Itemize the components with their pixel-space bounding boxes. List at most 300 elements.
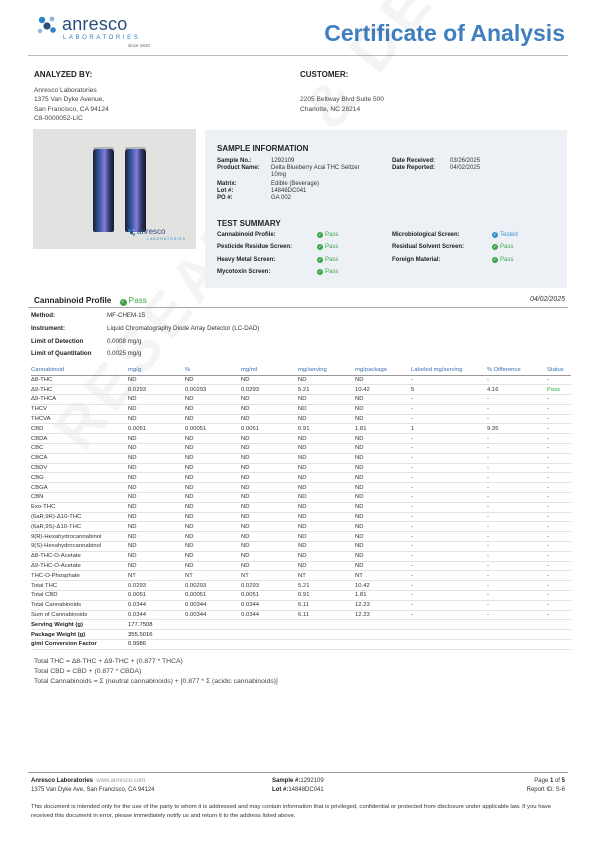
table-cell: 0.0344 bbox=[128, 600, 185, 610]
table-cell: ND bbox=[185, 551, 241, 561]
table-row bbox=[31, 473, 571, 483]
page-header bbox=[0, 0, 595, 60]
table-header-row bbox=[31, 365, 571, 375]
table-cell: ND bbox=[128, 453, 185, 463]
table-cell: - bbox=[487, 493, 547, 503]
logo-since: since 1943 bbox=[128, 43, 150, 48]
table-cell: ND bbox=[355, 542, 411, 552]
table-body bbox=[31, 375, 571, 649]
table-cell: Δ8-THC-O-Acetate bbox=[31, 551, 128, 561]
column-header: % bbox=[185, 365, 241, 375]
po-row bbox=[217, 195, 291, 202]
product-can bbox=[93, 149, 114, 232]
table-cell: ND bbox=[298, 551, 355, 561]
column-header: mg/ml bbox=[241, 365, 298, 375]
table-cell: - bbox=[411, 404, 487, 414]
table-cell: ND bbox=[241, 463, 298, 473]
table-row bbox=[31, 395, 571, 405]
product-name-label: Product Name: bbox=[217, 165, 260, 171]
table-cell: - bbox=[547, 561, 571, 571]
table-row bbox=[31, 424, 571, 434]
table-cell: - bbox=[547, 502, 571, 512]
report-id: Report ID: S-6 bbox=[526, 787, 565, 793]
table-cell: - bbox=[547, 434, 571, 444]
table-cell: NT bbox=[355, 571, 411, 581]
cannabinoid-screen-row bbox=[217, 232, 338, 239]
table-cell: - bbox=[487, 395, 547, 405]
method-value: MF-CHEM-15 bbox=[107, 312, 146, 319]
table-row bbox=[31, 551, 571, 561]
table-cell: ND bbox=[298, 463, 355, 473]
table-row bbox=[31, 444, 571, 454]
heavy-metal-screen-result: Pass bbox=[325, 257, 339, 263]
table-cell: THCVA bbox=[31, 414, 128, 424]
table-cell: - bbox=[547, 424, 571, 434]
column-header: mg/package bbox=[355, 365, 411, 375]
table-cell: - bbox=[487, 414, 547, 424]
table-row bbox=[31, 581, 571, 591]
table-cell: - bbox=[411, 551, 487, 561]
table-cell: CBD bbox=[31, 424, 128, 434]
table-cell: - bbox=[487, 581, 547, 591]
table-cell: 0.0293 bbox=[241, 385, 298, 395]
table-cell: Pass bbox=[547, 385, 571, 395]
table-cell: - bbox=[487, 463, 547, 473]
table-cell: ND bbox=[355, 502, 411, 512]
cannabinoid-screen-result: Pass bbox=[325, 232, 339, 238]
table-cell: - bbox=[411, 463, 487, 473]
table-cell: 0.0051 bbox=[241, 591, 298, 601]
customer-block bbox=[300, 70, 384, 114]
table-summary-row bbox=[31, 640, 571, 650]
foreign-material-row bbox=[392, 257, 513, 264]
table-cell: - bbox=[547, 532, 571, 542]
table-row bbox=[31, 522, 571, 532]
summary-value: 0.9986 bbox=[128, 640, 185, 650]
table-cell: ND bbox=[128, 473, 185, 483]
table-cell: - bbox=[411, 444, 487, 454]
table-cell: ND bbox=[355, 561, 411, 571]
table-cell: Total Cannabinoids bbox=[31, 600, 128, 610]
document-title: Certificate of Analysis bbox=[324, 20, 565, 46]
table-cell: 0.0344 bbox=[241, 610, 298, 620]
table-cell: ND bbox=[128, 444, 185, 454]
table-cell: 0.91 bbox=[298, 591, 355, 601]
foreign-material-result: Pass bbox=[500, 257, 514, 263]
table-cell: ND bbox=[128, 522, 185, 532]
lot-value: 14848DC041 bbox=[271, 188, 307, 194]
table-cell: ND bbox=[355, 395, 411, 405]
table-cell: Sum of Cannabinoids bbox=[31, 610, 128, 620]
footer-lab-info bbox=[31, 777, 155, 795]
table-cell: NT bbox=[185, 571, 241, 581]
table-cell: NT bbox=[298, 571, 355, 581]
table-cell: - bbox=[411, 600, 487, 610]
analyzed-by-line: San Francisco, CA 94124 bbox=[34, 105, 109, 113]
table-cell: ND bbox=[128, 542, 185, 552]
table-cell: ND bbox=[355, 532, 411, 542]
page-number: 1 bbox=[549, 778, 554, 784]
matrix-label: Matrix: bbox=[217, 181, 237, 187]
table-cell: ND bbox=[355, 483, 411, 493]
table-cell: ND bbox=[185, 404, 241, 414]
table-cell: ND bbox=[241, 395, 298, 405]
table-cell: - bbox=[411, 414, 487, 424]
table-cell: - bbox=[547, 493, 571, 503]
photo-logo-wordmark: anresco bbox=[137, 227, 166, 236]
table-cell: ND bbox=[355, 493, 411, 503]
lot-row bbox=[217, 188, 306, 195]
footer-lot-value: 14848DC041 bbox=[288, 787, 324, 793]
table-cell: - bbox=[547, 404, 571, 414]
table-row bbox=[31, 404, 571, 414]
table-cell: ND bbox=[185, 483, 241, 493]
table-cell: ND bbox=[128, 404, 185, 414]
table-cell: 0.0293 bbox=[128, 385, 185, 395]
pesticide-screen-label: Pesticide Residue Screen: bbox=[217, 244, 293, 250]
table-summary-row bbox=[31, 620, 571, 630]
table-cell: 1 bbox=[411, 424, 487, 434]
table-cell: ND bbox=[185, 463, 241, 473]
product-can bbox=[125, 149, 146, 232]
heavy-metal-screen-row bbox=[217, 257, 338, 264]
table-cell: ND bbox=[355, 512, 411, 522]
table-cell: 0.0293 bbox=[241, 581, 298, 591]
table-cell: - bbox=[487, 453, 547, 463]
table-cell: - bbox=[547, 522, 571, 532]
lod-label: Limit of Detection bbox=[31, 338, 84, 345]
lod-value: 0.0008 mg/g bbox=[107, 338, 142, 345]
table-cell: - bbox=[547, 473, 571, 483]
table-cell: - bbox=[411, 453, 487, 463]
table-cell: 10.42 bbox=[355, 581, 411, 591]
table-cell: ND bbox=[355, 453, 411, 463]
table-cell: ND bbox=[355, 434, 411, 444]
table-cell: ND bbox=[185, 542, 241, 552]
table-cell: ND bbox=[185, 414, 241, 424]
table-cell: ND bbox=[298, 414, 355, 424]
table-row bbox=[31, 493, 571, 503]
table-row bbox=[31, 561, 571, 571]
analyzed-by-heading: ANALYZED BY: bbox=[34, 70, 93, 79]
table-cell: - bbox=[547, 395, 571, 405]
micro-screen-label: Microbiological Screen: bbox=[392, 232, 460, 238]
method-label: Method: bbox=[31, 312, 56, 319]
summary-label: Package Weight (g) bbox=[31, 630, 128, 640]
table-cell: ND bbox=[355, 463, 411, 473]
customer-line: 2205 Beltway Blvd Suite 500 bbox=[300, 96, 384, 103]
table-cell: Δ8-THC bbox=[31, 375, 128, 385]
disclaimer-text: This document is intended only for the use of the party to whom it is addressed and may contain information that is privileged, confidential or protected from disclosure under applicable law. If you have received this document in error, please immediately notify us and return it to the address listed above. bbox=[31, 804, 551, 819]
table-cell: - bbox=[411, 483, 487, 493]
matrix-value: Edible (Beverage) bbox=[271, 181, 320, 187]
product-photo bbox=[33, 129, 196, 249]
table-cell: 0.0051 bbox=[241, 424, 298, 434]
table-cell: ND bbox=[298, 483, 355, 493]
table-cell: ND bbox=[298, 512, 355, 522]
check-icon: ✓ bbox=[318, 257, 322, 262]
table-row bbox=[31, 512, 571, 522]
table-cell: ND bbox=[185, 444, 241, 454]
table-cell: 12.23 bbox=[355, 610, 411, 620]
table-cell: - bbox=[547, 581, 571, 591]
anresco-logo bbox=[36, 12, 156, 48]
date-received-value: 03/26/2025 bbox=[450, 158, 481, 164]
sample-info-heading: SAMPLE INFORMATION bbox=[217, 144, 309, 153]
analyzed-by-line: Anresco Laboratories bbox=[34, 86, 97, 94]
table-cell: - bbox=[411, 581, 487, 591]
solvent-screen-result: Pass bbox=[500, 244, 514, 250]
column-header: % Difference bbox=[487, 365, 547, 375]
po-value: GA 002 bbox=[271, 195, 292, 201]
table-row bbox=[31, 532, 571, 542]
loq-label: Limit of Quantitation bbox=[31, 350, 92, 357]
table-cell: (6aR,9S)-Δ10-THC bbox=[31, 522, 128, 532]
footer-website-link[interactable]: www.anresco.com bbox=[96, 778, 146, 784]
table-cell: 0.0344 bbox=[241, 600, 298, 610]
table-cell: ND bbox=[298, 542, 355, 552]
customer-line: Charlotte, NC 28214 bbox=[300, 105, 361, 113]
page-total: 5 bbox=[561, 778, 565, 784]
table-cell: 5.21 bbox=[298, 385, 355, 395]
summary-value: 177.7508 bbox=[128, 620, 185, 630]
formula-line: Total THC = Δ8-THC + Δ9-THC + (0.877 * THCA) bbox=[34, 658, 183, 665]
table-cell: CBN bbox=[31, 493, 128, 503]
formula-line: Total Cannabinoids = Σ (neutral cannabinoids) + [0.877 * Σ (acidic cannabinoids)] bbox=[34, 678, 278, 685]
mycotoxin-screen-result: Pass bbox=[325, 269, 339, 275]
table-cell: - bbox=[487, 483, 547, 493]
table-cell: ND bbox=[241, 404, 298, 414]
table-cell: - bbox=[487, 532, 547, 542]
heavy-metal-screen-label: Heavy Metal Screen: bbox=[217, 257, 276, 263]
test-summary-heading: TEST SUMMARY bbox=[217, 219, 281, 228]
table-row bbox=[31, 483, 571, 493]
check-icon: ✓ bbox=[121, 299, 126, 305]
table-cell: Δ9-THC-O-Acetate bbox=[31, 561, 128, 571]
table-cell: ND bbox=[355, 551, 411, 561]
table-cell: - bbox=[487, 444, 547, 454]
table-cell: - bbox=[411, 542, 487, 552]
table-cell: ND bbox=[298, 375, 355, 385]
footer-address: 1375 Van Dyke Ave, San Francisco, CA 94124 bbox=[31, 787, 155, 793]
column-header: Status bbox=[547, 365, 571, 375]
column-header: mg/g bbox=[128, 365, 185, 375]
profile-title: Cannabinoid Profile bbox=[34, 296, 112, 305]
table-cell: 0.00051 bbox=[185, 424, 241, 434]
date-received-label: Date Received: bbox=[392, 158, 436, 164]
table-cell: ND bbox=[298, 532, 355, 542]
instrument-value: Liquid Chromatography Diode Array Detector (LC-DAD) bbox=[107, 325, 260, 332]
footer-sample-info bbox=[272, 777, 324, 795]
table-summary-row bbox=[31, 630, 571, 640]
table-cell: CBDV bbox=[31, 463, 128, 473]
table-cell: ND bbox=[241, 561, 298, 571]
sample-no-row bbox=[217, 158, 294, 165]
table-row bbox=[31, 385, 571, 395]
table-cell: 9.35 bbox=[487, 424, 547, 434]
table-cell: ND bbox=[185, 375, 241, 385]
check-icon: ✓ bbox=[493, 257, 497, 262]
table-row bbox=[31, 434, 571, 444]
table-cell: ND bbox=[185, 493, 241, 503]
sample-no-label: Sample No.: bbox=[217, 158, 252, 164]
table-cell: - bbox=[487, 512, 547, 522]
table-cell: - bbox=[411, 473, 487, 483]
table-cell: ND bbox=[128, 512, 185, 522]
cannabinoid-profile-heading bbox=[34, 296, 147, 306]
table-cell: - bbox=[547, 512, 571, 522]
table-cell: ND bbox=[241, 512, 298, 522]
check-icon: ✓ bbox=[318, 269, 322, 274]
table-cell: ND bbox=[128, 493, 185, 503]
table-cell: ND bbox=[298, 561, 355, 571]
table-cell: - bbox=[411, 493, 487, 503]
table-cell: - bbox=[487, 502, 547, 512]
table-cell: ND bbox=[185, 512, 241, 522]
column-header: Cannabinoid bbox=[31, 365, 128, 375]
table-cell: 4.16 bbox=[487, 385, 547, 395]
summary-value: 355.5016 bbox=[128, 630, 185, 640]
table-cell: ND bbox=[128, 395, 185, 405]
table-cell: - bbox=[487, 473, 547, 483]
table-cell: - bbox=[411, 561, 487, 571]
logo-molecule-icon bbox=[36, 14, 58, 36]
table-cell: 0.00344 bbox=[185, 610, 241, 620]
pesticide-screen-row bbox=[217, 244, 338, 251]
photo-logo-icon bbox=[127, 228, 136, 237]
solvent-screen-row bbox=[392, 244, 513, 251]
column-header: Labeled mg/serving bbox=[411, 365, 487, 375]
table-cell: ND bbox=[241, 473, 298, 483]
table-cell: - bbox=[411, 571, 487, 581]
table-cell: 0.00051 bbox=[185, 591, 241, 601]
footer-divider bbox=[28, 772, 568, 773]
table-cell: ND bbox=[355, 375, 411, 385]
table-cell: ND bbox=[128, 434, 185, 444]
table-cell: 10.42 bbox=[355, 385, 411, 395]
table-cell: Exo-THC bbox=[31, 502, 128, 512]
table-cell: ND bbox=[241, 453, 298, 463]
table-cell: ND bbox=[298, 502, 355, 512]
table-row bbox=[31, 375, 571, 385]
table-cell: ND bbox=[128, 551, 185, 561]
table-row bbox=[31, 463, 571, 473]
table-cell: - bbox=[487, 404, 547, 414]
check-icon: ✓ bbox=[318, 244, 322, 249]
photo-logo-subtitle: LABORATORIES bbox=[147, 237, 186, 241]
cannabinoid-table bbox=[31, 365, 571, 650]
table-cell: 0.91 bbox=[298, 424, 355, 434]
table-cell: - bbox=[411, 591, 487, 601]
table-cell: ND bbox=[355, 473, 411, 483]
footer-sample-label: Sample #: bbox=[272, 778, 301, 784]
table-cell: Total CBD bbox=[31, 591, 128, 601]
table-cell: ND bbox=[241, 502, 298, 512]
table-cell: ND bbox=[128, 502, 185, 512]
table-cell: (6aR,9R)-Δ10-THC bbox=[31, 512, 128, 522]
table-cell: ND bbox=[355, 522, 411, 532]
table-cell: Δ9-THCA bbox=[31, 395, 128, 405]
table-cell: ND bbox=[128, 483, 185, 493]
table-cell: 5 bbox=[411, 385, 487, 395]
table-cell: ND bbox=[298, 444, 355, 454]
check-icon: ✓ bbox=[493, 244, 497, 249]
table-cell: - bbox=[487, 571, 547, 581]
table-row bbox=[31, 591, 571, 601]
logo-subtitle: LABORATORIES bbox=[63, 35, 141, 41]
product-name-value: Delta Blueberry Acai THC Seltzer 10mg bbox=[271, 165, 360, 178]
date-received-row bbox=[392, 158, 480, 165]
analyzed-by-block bbox=[34, 70, 109, 124]
analyzed-by-line: 1375 Van Dyke Avenue, bbox=[34, 96, 105, 103]
table-cell: 0.0293 bbox=[128, 581, 185, 591]
micro-screen-row bbox=[392, 232, 518, 239]
table-cell: - bbox=[411, 610, 487, 620]
page-prefix: Page bbox=[534, 778, 549, 784]
table-cell: - bbox=[411, 375, 487, 385]
table-cell: ND bbox=[241, 375, 298, 385]
table-cell: - bbox=[487, 375, 547, 385]
table-cell: ND bbox=[241, 414, 298, 424]
table-cell: 9(R)-Hexahydrocannabinol bbox=[31, 532, 128, 542]
foreign-material-label: Foreign Material: bbox=[392, 257, 441, 263]
date-reported-value: 04/02/2025 bbox=[450, 165, 481, 171]
cannabinoid-screen-label: Cannabinoid Profile: bbox=[217, 232, 276, 238]
table-cell: - bbox=[411, 522, 487, 532]
sample-no-value: 1292109 bbox=[271, 158, 295, 164]
table-cell: ND bbox=[128, 532, 185, 542]
mycotoxin-screen-label: Mycotoxin Screen: bbox=[217, 269, 271, 275]
micro-screen-result: Tested bbox=[500, 232, 518, 238]
logo-wordmark: anresco bbox=[62, 14, 128, 34]
table-cell: - bbox=[547, 414, 571, 424]
table-cell: 0.00293 bbox=[185, 385, 241, 395]
table-cell: - bbox=[547, 542, 571, 552]
formula-line: Total CBD = CBD + (0.877 * CBDA) bbox=[34, 668, 142, 675]
table-cell: ND bbox=[185, 473, 241, 483]
table-cell: Δ9-THC bbox=[31, 385, 128, 395]
table-cell: - bbox=[487, 561, 547, 571]
table-row bbox=[31, 453, 571, 463]
table-cell: THC-O-Phosphate bbox=[31, 571, 128, 581]
table-cell: 0.00293 bbox=[185, 581, 241, 591]
summary-spacer bbox=[185, 620, 571, 630]
table-cell: ND bbox=[298, 404, 355, 414]
table-cell: ND bbox=[185, 395, 241, 405]
table-cell: - bbox=[411, 512, 487, 522]
table-cell: CBGA bbox=[31, 483, 128, 493]
table-cell: - bbox=[547, 591, 571, 601]
profile-divider bbox=[28, 307, 568, 308]
table-cell: Total THC bbox=[31, 581, 128, 591]
table-cell: - bbox=[547, 551, 571, 561]
table-cell: - bbox=[547, 600, 571, 610]
table-cell: NT bbox=[241, 571, 298, 581]
table-row bbox=[31, 610, 571, 620]
table-cell: - bbox=[547, 375, 571, 385]
table-cell: - bbox=[547, 483, 571, 493]
table-cell: ND bbox=[298, 522, 355, 532]
table-cell: ND bbox=[241, 542, 298, 552]
table-cell: - bbox=[547, 610, 571, 620]
table-cell: ND bbox=[241, 532, 298, 542]
table-cell: ND bbox=[241, 434, 298, 444]
table-cell: ND bbox=[128, 375, 185, 385]
table-cell: ND bbox=[241, 444, 298, 454]
customer-line bbox=[300, 86, 384, 96]
loq-value: 0.0025 mg/g bbox=[107, 350, 142, 357]
table-cell: - bbox=[547, 453, 571, 463]
